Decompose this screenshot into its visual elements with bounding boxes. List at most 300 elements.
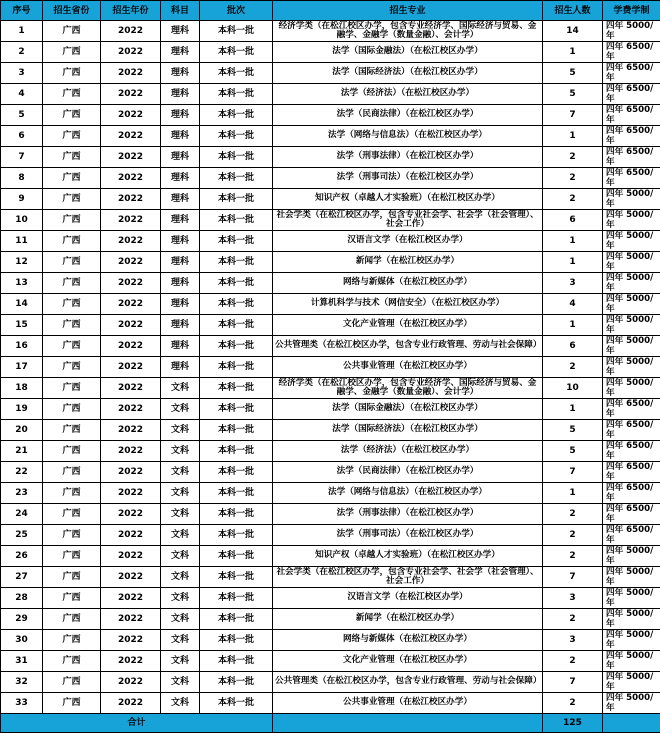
cell-year: 2022 <box>101 672 161 693</box>
cell-count: 1 <box>543 252 603 273</box>
cell-year: 2022 <box>101 378 161 399</box>
cell-province: 广西 <box>43 672 101 693</box>
cell-tuition: 四年 6500/年 <box>603 147 660 168</box>
cell-no: 26 <box>1 546 43 567</box>
cell-batch: 本科一批 <box>200 525 273 546</box>
cell-no: 6 <box>1 126 43 147</box>
cell-subject: 文科 <box>161 693 200 714</box>
cell-subject: 文科 <box>161 588 200 609</box>
cell-province: 广西 <box>43 63 101 84</box>
cell-subject: 理科 <box>161 105 200 126</box>
cell-province: 广西 <box>43 210 101 231</box>
cell-no: 18 <box>1 378 43 399</box>
cell-province: 广西 <box>43 462 101 483</box>
cell-major: 公共管理类（在松江校区办学，包含专业行政管理、劳动与社会保障） <box>273 336 543 357</box>
table-row <box>1 441 660 462</box>
cell-no: 22 <box>1 462 43 483</box>
cell-province: 广西 <box>43 609 101 630</box>
cell-count: 6 <box>543 336 603 357</box>
cell-batch: 本科一批 <box>200 462 273 483</box>
cell-subject: 理科 <box>161 42 200 63</box>
cell-major: 法学（国际经济法）（在松江校区办学） <box>273 63 543 84</box>
cell-tuition: 四年 6500/年 <box>603 126 660 147</box>
cell-tuition: 四年 5000/年 <box>603 567 660 588</box>
cell-batch: 本科一批 <box>200 441 273 462</box>
cell-major: 汉语言文学（在松江校区办学） <box>273 588 543 609</box>
cell-year: 2022 <box>101 294 161 315</box>
table-row <box>1 63 660 84</box>
cell-count: 2 <box>543 546 603 567</box>
cell-no: 16 <box>1 336 43 357</box>
cell-subject: 文科 <box>161 504 200 525</box>
cell-no: 5 <box>1 105 43 126</box>
cell-no: 1 <box>1 21 43 42</box>
cell-batch: 本科一批 <box>200 84 273 105</box>
cell-province: 广西 <box>43 336 101 357</box>
cell-count: 3 <box>543 273 603 294</box>
cell-year: 2022 <box>101 168 161 189</box>
cell-tuition: 四年 5000/年 <box>603 672 660 693</box>
cell-major: 社会学类（在松江校区办学，包含专业社会学、社会学（社会管理）、社会工作） <box>273 567 543 588</box>
cell-subject: 理科 <box>161 252 200 273</box>
table-row <box>1 630 660 651</box>
cell-batch: 本科一批 <box>200 483 273 504</box>
cell-year: 2022 <box>101 441 161 462</box>
cell-tuition: 四年 5000/年 <box>603 336 660 357</box>
table-row <box>1 357 660 378</box>
cell-no: 33 <box>1 693 43 714</box>
cell-province: 广西 <box>43 189 101 210</box>
cell-no: 7 <box>1 147 43 168</box>
cell-batch: 本科一批 <box>200 273 273 294</box>
cell-major: 网络与新媒体（在松江校区办学） <box>273 273 543 294</box>
cell-no: 10 <box>1 210 43 231</box>
cell-no: 2 <box>1 42 43 63</box>
cell-major: 知识产权（卓越人才实验班）（在松江校区办学） <box>273 546 543 567</box>
cell-tuition: 四年 5000/年 <box>603 693 660 714</box>
table-row <box>1 504 660 525</box>
cell-count: 5 <box>543 63 603 84</box>
cell-year: 2022 <box>101 105 161 126</box>
cell-province: 广西 <box>43 147 101 168</box>
cell-major: 法学（刑事法律）（在松江校区办学） <box>273 504 543 525</box>
cell-province: 广西 <box>43 693 101 714</box>
cell-no: 13 <box>1 273 43 294</box>
cell-no: 21 <box>1 441 43 462</box>
cell-count: 7 <box>543 105 603 126</box>
cell-year: 2022 <box>101 651 161 672</box>
cell-major: 网络与新媒体（在松江校区办学） <box>273 630 543 651</box>
cell-subject: 文科 <box>161 441 200 462</box>
table-row <box>1 567 660 588</box>
total-spacer <box>273 714 543 733</box>
cell-province: 广西 <box>43 168 101 189</box>
cell-subject: 文科 <box>161 483 200 504</box>
cell-count: 1 <box>543 126 603 147</box>
cell-batch: 本科一批 <box>200 252 273 273</box>
cell-subject: 理科 <box>161 273 200 294</box>
cell-year: 2022 <box>101 336 161 357</box>
cell-no: 3 <box>1 63 43 84</box>
header-year: 招生年份 <box>101 1 161 21</box>
table-row <box>1 105 660 126</box>
header-batch: 批次 <box>200 1 273 21</box>
cell-no: 24 <box>1 504 43 525</box>
cell-year: 2022 <box>101 231 161 252</box>
cell-batch: 本科一批 <box>200 210 273 231</box>
cell-year: 2022 <box>101 273 161 294</box>
cell-major: 新闻学（在松江校区办学） <box>273 252 543 273</box>
cell-batch: 本科一批 <box>200 567 273 588</box>
cell-count: 1 <box>543 315 603 336</box>
cell-batch: 本科一批 <box>200 378 273 399</box>
cell-province: 广西 <box>43 525 101 546</box>
cell-count: 2 <box>543 147 603 168</box>
cell-count: 1 <box>543 42 603 63</box>
total-label: 合计 <box>1 714 273 733</box>
cell-no: 15 <box>1 315 43 336</box>
cell-province: 广西 <box>43 441 101 462</box>
cell-major: 法学（网络与信息法）（在松江校区办学） <box>273 126 543 147</box>
cell-batch: 本科一批 <box>200 105 273 126</box>
cell-count: 2 <box>543 651 603 672</box>
cell-province: 广西 <box>43 630 101 651</box>
cell-province: 广西 <box>43 378 101 399</box>
cell-year: 2022 <box>101 567 161 588</box>
cell-year: 2022 <box>101 84 161 105</box>
cell-batch: 本科一批 <box>200 315 273 336</box>
cell-year: 2022 <box>101 252 161 273</box>
cell-tuition: 四年 5000/年 <box>603 630 660 651</box>
cell-batch: 本科一批 <box>200 63 273 84</box>
cell-year: 2022 <box>101 609 161 630</box>
cell-tuition: 四年 5000/年 <box>603 588 660 609</box>
cell-count: 6 <box>543 210 603 231</box>
cell-subject: 文科 <box>161 567 200 588</box>
cell-subject: 理科 <box>161 63 200 84</box>
cell-count: 2 <box>543 504 603 525</box>
cell-tuition: 四年 5000/年 <box>603 294 660 315</box>
cell-no: 32 <box>1 672 43 693</box>
cell-batch: 本科一批 <box>200 21 273 42</box>
cell-major: 法学（刑事司法）（在松江校区办学） <box>273 168 543 189</box>
cell-no: 23 <box>1 483 43 504</box>
cell-major: 文化产业管理（在松江校区办学） <box>273 315 543 336</box>
cell-subject: 文科 <box>161 378 200 399</box>
table-row <box>1 231 660 252</box>
table-row <box>1 189 660 210</box>
header-province: 招生省份 <box>43 1 101 21</box>
cell-no: 8 <box>1 168 43 189</box>
header-major: 招生专业 <box>273 1 543 21</box>
table-row <box>1 294 660 315</box>
cell-year: 2022 <box>101 210 161 231</box>
cell-count: 3 <box>543 588 603 609</box>
cell-count: 2 <box>543 168 603 189</box>
cell-province: 广西 <box>43 42 101 63</box>
cell-province: 广西 <box>43 315 101 336</box>
cell-major: 法学（民商法律）（在松江校区办学） <box>273 462 543 483</box>
cell-batch: 本科一批 <box>200 651 273 672</box>
total-tuition-spacer <box>603 714 660 733</box>
cell-major: 汉语言文学（在松江校区办学） <box>273 231 543 252</box>
cell-province: 广西 <box>43 126 101 147</box>
cell-subject: 理科 <box>161 357 200 378</box>
cell-subject: 文科 <box>161 462 200 483</box>
cell-batch: 本科一批 <box>200 147 273 168</box>
cell-batch: 本科一批 <box>200 504 273 525</box>
cell-province: 广西 <box>43 21 101 42</box>
cell-no: 14 <box>1 294 43 315</box>
table-row <box>1 483 660 504</box>
cell-subject: 文科 <box>161 546 200 567</box>
cell-year: 2022 <box>101 420 161 441</box>
table-row <box>1 651 660 672</box>
cell-batch: 本科一批 <box>200 42 273 63</box>
cell-no: 29 <box>1 609 43 630</box>
cell-tuition: 四年 6500/年 <box>603 84 660 105</box>
cell-count: 2 <box>543 609 603 630</box>
table-row <box>1 84 660 105</box>
cell-major: 文化产业管理（在松江校区办学） <box>273 651 543 672</box>
cell-major: 计算机科学与技术（网信安全）（在松江校区办学） <box>273 294 543 315</box>
table-row <box>1 21 660 42</box>
table-row <box>1 546 660 567</box>
cell-province: 广西 <box>43 483 101 504</box>
table-row <box>1 273 660 294</box>
cell-province: 广西 <box>43 567 101 588</box>
cell-count: 2 <box>543 525 603 546</box>
cell-count: 7 <box>543 462 603 483</box>
cell-major: 经济学类（在松江校区办学，包含专业经济学、国际经济与贸易、金融学、金融学（数量金融）、会计学） <box>273 378 543 399</box>
cell-major: 法学（刑事司法）（在松江校区办学） <box>273 525 543 546</box>
cell-count: 5 <box>543 441 603 462</box>
cell-year: 2022 <box>101 546 161 567</box>
cell-year: 2022 <box>101 357 161 378</box>
cell-no: 28 <box>1 588 43 609</box>
cell-tuition: 四年 5000/年 <box>603 252 660 273</box>
cell-tuition: 四年 6500/年 <box>603 399 660 420</box>
cell-year: 2022 <box>101 504 161 525</box>
cell-batch: 本科一批 <box>200 630 273 651</box>
cell-tuition: 四年 5000/年 <box>603 273 660 294</box>
cell-tuition: 四年 6500/年 <box>603 63 660 84</box>
cell-major: 公共管理类（在松江校区办学，包含专业行政管理、劳动与社会保障） <box>273 672 543 693</box>
cell-tuition: 四年 5000/年 <box>603 315 660 336</box>
cell-subject: 文科 <box>161 399 200 420</box>
cell-major: 新闻学（在松江校区办学） <box>273 609 543 630</box>
cell-no: 4 <box>1 84 43 105</box>
cell-count: 7 <box>543 567 603 588</box>
cell-province: 广西 <box>43 252 101 273</box>
cell-province: 广西 <box>43 504 101 525</box>
cell-tuition: 四年 6500/年 <box>603 483 660 504</box>
cell-province: 广西 <box>43 546 101 567</box>
cell-province: 广西 <box>43 231 101 252</box>
cell-year: 2022 <box>101 126 161 147</box>
header-tuition: 学费学制 <box>603 1 660 21</box>
cell-subject: 理科 <box>161 126 200 147</box>
cell-tuition: 四年 6500/年 <box>603 42 660 63</box>
cell-year: 2022 <box>101 483 161 504</box>
cell-count: 2 <box>543 693 603 714</box>
cell-batch: 本科一批 <box>200 357 273 378</box>
cell-subject: 文科 <box>161 630 200 651</box>
table-row <box>1 588 660 609</box>
cell-tuition: 四年 5000/年 <box>603 21 660 42</box>
header-row <box>1 1 660 21</box>
cell-subject: 理科 <box>161 315 200 336</box>
cell-no: 31 <box>1 651 43 672</box>
cell-province: 广西 <box>43 273 101 294</box>
cell-count: 10 <box>543 378 603 399</box>
cell-year: 2022 <box>101 630 161 651</box>
header-subject: 科目 <box>161 1 200 21</box>
table-row <box>1 693 660 714</box>
table-row <box>1 378 660 399</box>
cell-subject: 理科 <box>161 84 200 105</box>
cell-tuition: 四年 5000/年 <box>603 357 660 378</box>
cell-major: 法学（经济法）（在松江校区办学） <box>273 84 543 105</box>
cell-batch: 本科一批 <box>200 588 273 609</box>
cell-subject: 理科 <box>161 210 200 231</box>
cell-subject: 文科 <box>161 525 200 546</box>
cell-major: 法学（刑事法律）（在松江校区办学） <box>273 147 543 168</box>
cell-subject: 文科 <box>161 609 200 630</box>
cell-no: 20 <box>1 420 43 441</box>
cell-batch: 本科一批 <box>200 126 273 147</box>
cell-province: 广西 <box>43 357 101 378</box>
cell-province: 广西 <box>43 651 101 672</box>
cell-count: 4 <box>543 294 603 315</box>
cell-tuition: 四年 6500/年 <box>603 420 660 441</box>
cell-tuition: 四年 5000/年 <box>603 189 660 210</box>
cell-batch: 本科一批 <box>200 336 273 357</box>
table-row <box>1 252 660 273</box>
table-row <box>1 420 660 441</box>
cell-year: 2022 <box>101 693 161 714</box>
cell-province: 广西 <box>43 105 101 126</box>
cell-batch: 本科一批 <box>200 231 273 252</box>
table-row <box>1 126 660 147</box>
header-count: 招生人数 <box>543 1 603 21</box>
table-row <box>1 462 660 483</box>
table-body <box>1 21 660 714</box>
cell-province: 广西 <box>43 294 101 315</box>
cell-major: 法学（国际金融法）（在松江校区办学） <box>273 42 543 63</box>
cell-year: 2022 <box>101 525 161 546</box>
cell-batch: 本科一批 <box>200 294 273 315</box>
table-row <box>1 609 660 630</box>
cell-no: 25 <box>1 525 43 546</box>
cell-subject: 文科 <box>161 672 200 693</box>
cell-tuition: 四年 5000/年 <box>603 231 660 252</box>
cell-subject: 理科 <box>161 231 200 252</box>
cell-tuition: 四年 6500/年 <box>603 525 660 546</box>
cell-batch: 本科一批 <box>200 693 273 714</box>
cell-tuition: 四年 6500/年 <box>603 168 660 189</box>
cell-count: 7 <box>543 672 603 693</box>
table-row <box>1 315 660 336</box>
cell-year: 2022 <box>101 588 161 609</box>
cell-count: 1 <box>543 483 603 504</box>
cell-no: 17 <box>1 357 43 378</box>
cell-year: 2022 <box>101 315 161 336</box>
cell-no: 30 <box>1 630 43 651</box>
cell-tuition: 四年 5000/年 <box>603 210 660 231</box>
cell-count: 2 <box>543 189 603 210</box>
cell-no: 19 <box>1 399 43 420</box>
cell-major: 知识产权（卓越人才实验班）（在松江校区办学） <box>273 189 543 210</box>
cell-batch: 本科一批 <box>200 672 273 693</box>
cell-year: 2022 <box>101 21 161 42</box>
cell-tuition: 四年 6500/年 <box>603 462 660 483</box>
cell-subject: 文科 <box>161 420 200 441</box>
cell-count: 14 <box>543 21 603 42</box>
cell-year: 2022 <box>101 462 161 483</box>
cell-subject: 理科 <box>161 168 200 189</box>
cell-subject: 理科 <box>161 336 200 357</box>
cell-count: 1 <box>543 399 603 420</box>
cell-count: 1 <box>543 231 603 252</box>
cell-count: 2 <box>543 357 603 378</box>
cell-batch: 本科一批 <box>200 609 273 630</box>
cell-subject: 理科 <box>161 294 200 315</box>
cell-no: 12 <box>1 252 43 273</box>
table-row <box>1 525 660 546</box>
cell-batch: 本科一批 <box>200 189 273 210</box>
table-row <box>1 168 660 189</box>
cell-year: 2022 <box>101 189 161 210</box>
table-row <box>1 42 660 63</box>
table-row <box>1 147 660 168</box>
total-row <box>1 714 660 733</box>
cell-subject: 理科 <box>161 21 200 42</box>
cell-major: 公共事业管理（在松江校区办学） <box>273 357 543 378</box>
cell-year: 2022 <box>101 42 161 63</box>
cell-tuition: 四年 5000/年 <box>603 378 660 399</box>
total-count: 125 <box>543 714 603 733</box>
cell-major: 法学（国际经济法）（在松江校区办学） <box>273 420 543 441</box>
cell-province: 广西 <box>43 399 101 420</box>
cell-subject: 文科 <box>161 651 200 672</box>
cell-no: 27 <box>1 567 43 588</box>
cell-no: 11 <box>1 231 43 252</box>
table-row <box>1 210 660 231</box>
table-row <box>1 672 660 693</box>
cell-major: 法学（民商法律）（在松江校区办学） <box>273 105 543 126</box>
cell-year: 2022 <box>101 399 161 420</box>
cell-major: 经济学类（在松江校区办学，包含专业经济学、国际经济与贸易、金融学、金融学（数量金融）、会计学） <box>273 21 543 42</box>
cell-count: 5 <box>543 84 603 105</box>
table-row <box>1 399 660 420</box>
cell-batch: 本科一批 <box>200 168 273 189</box>
cell-tuition: 四年 5000/年 <box>603 609 660 630</box>
cell-major: 法学（国际金融法）（在松江校区办学） <box>273 399 543 420</box>
cell-tuition: 四年 6500/年 <box>603 504 660 525</box>
cell-count: 3 <box>543 630 603 651</box>
cell-year: 2022 <box>101 63 161 84</box>
cell-subject: 理科 <box>161 147 200 168</box>
table-row <box>1 336 660 357</box>
cell-batch: 本科一批 <box>200 399 273 420</box>
cell-tuition: 四年 6500/年 <box>603 105 660 126</box>
cell-major: 法学（网络与信息法）（在松江校区办学） <box>273 483 543 504</box>
cell-major: 公共事业管理（在松江校区办学） <box>273 693 543 714</box>
cell-province: 广西 <box>43 84 101 105</box>
header-no: 序号 <box>1 1 43 21</box>
cell-year: 2022 <box>101 147 161 168</box>
